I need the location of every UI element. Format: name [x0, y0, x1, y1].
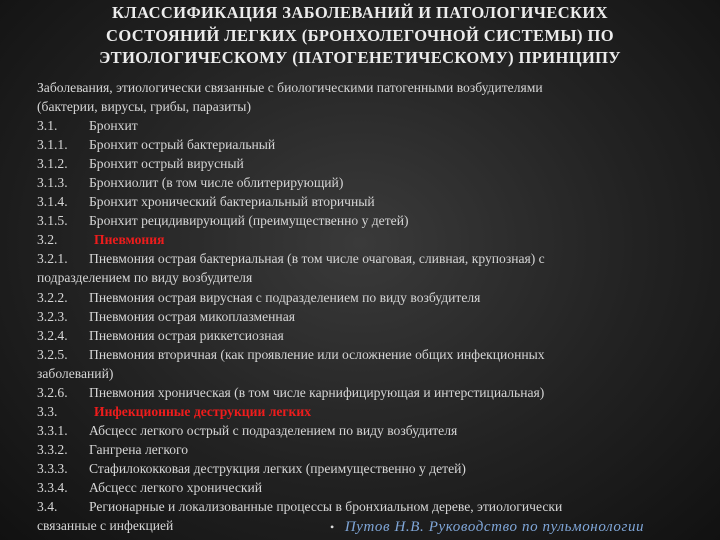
item-text-highlighted: Инфекционные деструкции легких — [94, 403, 312, 419]
item-text: Гангрена легкого — [89, 441, 189, 457]
intro-line-1: Заболевания, этиологически связанные с биологическими патогенными возбудителями — [37, 80, 543, 95]
list-item — [37, 173, 697, 192]
item-text: Пневмония острая бактериальная (в том числе очаговая, сливная, крупозная) с — [89, 251, 545, 267]
list-item — [37, 249, 697, 268]
item-number: 3.2. — [37, 232, 58, 248]
item-text-highlighted: Пневмония — [94, 232, 165, 248]
list-item — [37, 459, 697, 478]
item-text: Пневмония острая микоплазменная — [89, 308, 295, 324]
item-text: Абсцесс легкого хронический — [89, 479, 263, 495]
list-item — [37, 421, 697, 440]
classification-list — [37, 78, 697, 535]
list-item-highlighted — [37, 230, 697, 249]
item-text: Пневмония хроническая (в том числе карнифицирующая и интерстициальная) — [89, 384, 545, 400]
list-item — [37, 116, 697, 135]
item-number: 3.1. — [37, 118, 58, 134]
item-text: Пневмония вторичная (как проявление или осложнение общих инфекционных — [89, 346, 545, 362]
citation — [330, 519, 644, 536]
item-text: Бронхит рецидивирующий (преимущественно у детей) — [89, 213, 409, 229]
intro-line-2: (бактерии, вирусы, грибы, паразиты) — [37, 99, 251, 115]
item-text: Бронхит острый бактериальный — [89, 137, 276, 153]
list-item — [37, 307, 697, 326]
list-item — [37, 478, 697, 497]
list-item — [37, 345, 697, 364]
bullet-icon: • — [330, 520, 335, 534]
item-number: 3.2.2. — [37, 289, 68, 305]
title-line-1: КЛАССИФИКАЦИЯ ЗАБОЛЕВАНИЙ И ПАТОЛОГИЧЕСКИХ — [112, 3, 608, 22]
item-number: 3.3.1. — [37, 422, 68, 438]
list-item-continuation: подразделением по виду возбудителя — [37, 270, 253, 286]
item-number: 3.3. — [37, 403, 58, 419]
list-item — [37, 383, 697, 402]
list-item — [37, 497, 697, 516]
item-text: Абсцесс легкого острый с подразделением по виду возбудителя — [89, 422, 458, 438]
item-text: Регионарные и локализованные процессы в бронхиальном дереве, этиологически — [89, 499, 563, 515]
item-text: Пневмония острая вирусная с подразделением по виду возбудителя — [89, 289, 481, 305]
item-number: 3.3.3. — [37, 460, 68, 476]
list-item-highlighted — [37, 402, 697, 421]
item-number: 3.1.3. — [37, 175, 68, 191]
item-number: 3.2.3. — [37, 308, 68, 324]
item-number: 3.1.4. — [37, 194, 68, 210]
item-number: 3.3.4. — [37, 479, 68, 495]
item-number: 3.1.5. — [37, 213, 68, 229]
item-text: Бронхиолит (в том числе облитерирующий) — [89, 175, 344, 191]
item-number: 3.1.2. — [37, 156, 68, 172]
title-line-3: ЭТИОЛОГИЧЕСКОМУ (ПАТОГЕНЕТИЧЕСКОМУ) ПРИНЦИПУ — [99, 48, 621, 67]
list-item — [37, 154, 697, 173]
item-number: 3.4. — [37, 499, 58, 515]
list-item — [37, 440, 697, 459]
title-line-2: СОСТОЯНИЙ ЛЕГКИХ (БРОНХОЛЕГОЧНОЙ СИСТЕМЫ) ПО — [106, 25, 614, 45]
list-item — [37, 135, 697, 154]
item-number: 3.2.4. — [37, 327, 68, 343]
list-item — [37, 288, 697, 307]
citation-text: Путов Н.В. Руководство по пульмонологии — [344, 519, 645, 535]
item-text: Бронхит острый вирусный — [89, 156, 244, 172]
item-number: 3.2.5. — [37, 346, 68, 362]
item-number: 3.2.6. — [37, 384, 68, 400]
item-number: 3.3.2. — [37, 441, 68, 457]
item-text: Стафилококковая деструкция легких (преимущественно у детей) — [89, 460, 466, 476]
list-item — [37, 192, 697, 211]
list-item-continuation: связанные с инфекцией — [37, 518, 174, 534]
item-text: Пневмония острая риккетсиозная — [89, 327, 284, 343]
slide-title — [20, 2, 700, 70]
item-number: 3.2.1. — [37, 251, 68, 267]
list-item-continuation: заболеваний) — [37, 365, 114, 381]
item-text: Бронхит — [89, 118, 138, 134]
list-item — [37, 211, 697, 230]
item-text: Бронхит хронический бактериальный вторичный — [89, 194, 375, 210]
list-item — [37, 326, 697, 345]
item-number: 3.1.1. — [37, 137, 68, 153]
